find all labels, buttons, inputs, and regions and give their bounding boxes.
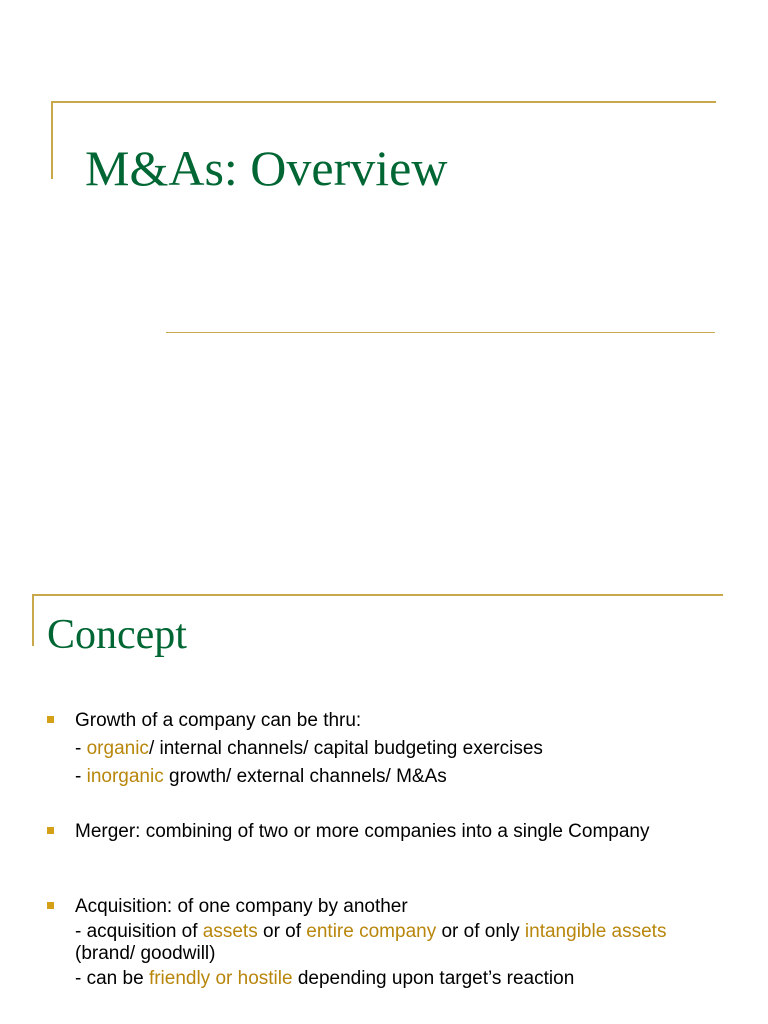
text-part: depending upon target’s reaction xyxy=(292,968,575,989)
dash: - xyxy=(75,738,87,759)
highlight-friendly-hostile: friendly or hostile xyxy=(148,968,293,989)
subtitle-divider-line xyxy=(166,332,715,333)
left-accent-line xyxy=(51,101,53,179)
square-bullet-icon xyxy=(47,716,54,723)
highlight-inorganic: inorganic xyxy=(86,766,164,787)
highlight-assets: assets xyxy=(202,921,258,942)
slide-concept xyxy=(0,560,768,1024)
bullet-main-line: Merger: combining of two or more companies into a single Company xyxy=(75,821,650,842)
slide-title: Concept xyxy=(47,612,187,658)
slide-title: M&As: Overview xyxy=(85,140,448,196)
bullet-main-line: Acquisition: of one company by another xyxy=(75,896,408,917)
square-bullet-icon xyxy=(47,827,54,834)
highlight-intangible-assets: intangible assets xyxy=(524,921,667,942)
sub-line-rest: growth/ external channels/ M&As xyxy=(163,766,447,787)
text-part: - can be xyxy=(75,968,149,989)
sub-line-acquisition-types xyxy=(75,921,715,965)
text-part: or of only xyxy=(436,921,525,942)
bullet-text xyxy=(75,710,725,788)
top-divider-line xyxy=(32,594,723,596)
sub-line-organic xyxy=(75,738,725,760)
text-part: - acquisition of xyxy=(75,921,203,942)
top-divider-line xyxy=(51,101,716,103)
left-accent-line xyxy=(32,594,34,646)
square-bullet-icon xyxy=(47,902,54,909)
sub-line-friendly-hostile xyxy=(75,968,725,990)
highlight-entire-company: entire company xyxy=(306,921,437,942)
sub-line-rest: / internal channels/ capital budgeting exercises xyxy=(148,738,543,759)
highlight-organic: organic xyxy=(86,738,149,759)
bullet-text xyxy=(75,821,675,843)
text-part: (brand/ goodwill) xyxy=(75,943,216,964)
bullet-main-line: Growth of a company can be thru: xyxy=(75,710,362,731)
text-part: or of xyxy=(257,921,307,942)
sub-line-inorganic xyxy=(75,766,725,788)
dash: - xyxy=(75,766,87,787)
bullet-text xyxy=(75,896,725,990)
